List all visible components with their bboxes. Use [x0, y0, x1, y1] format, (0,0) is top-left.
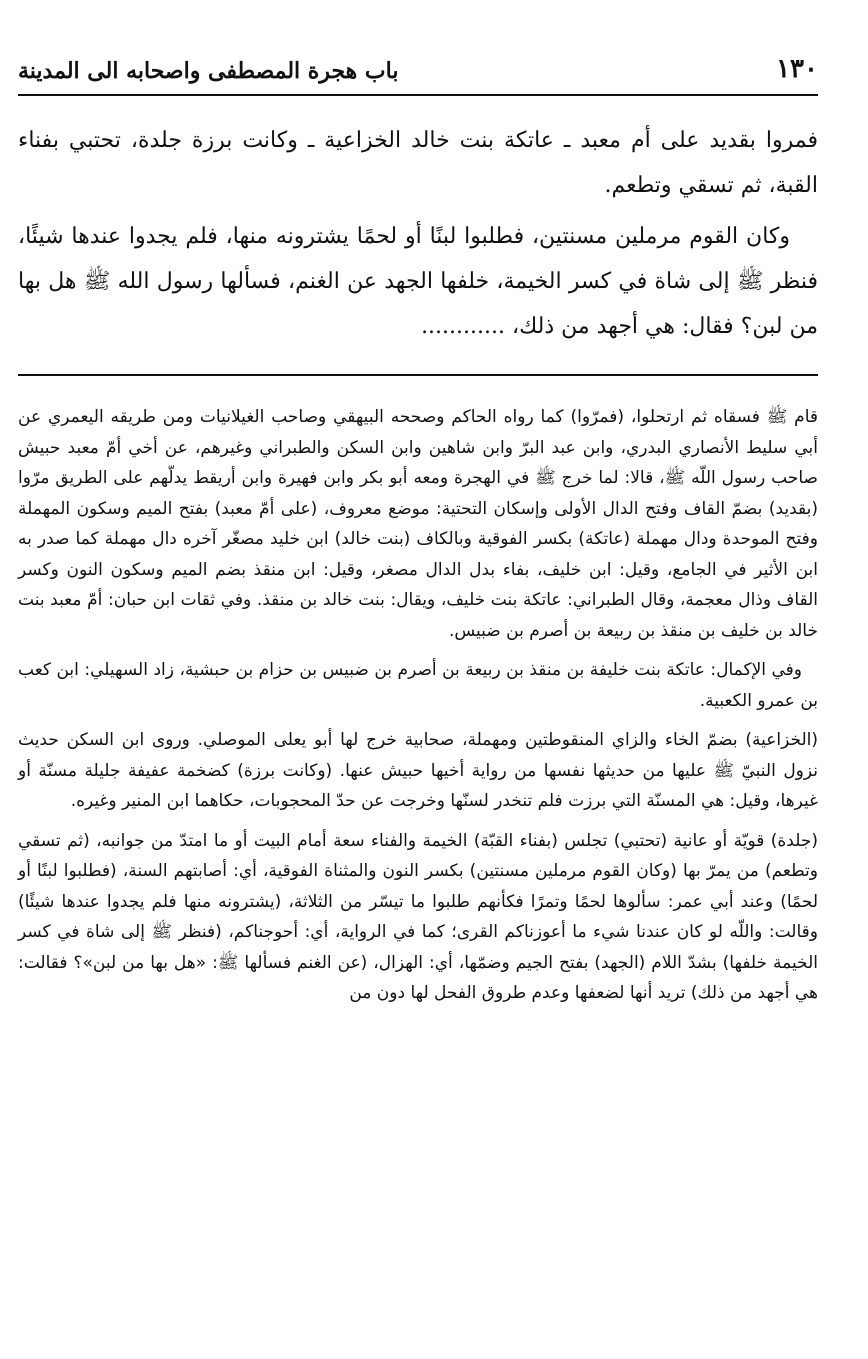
page-number: ١٣٠: [776, 54, 818, 84]
commentary-paragraph: قام ﷺ فسقاه ثم ارتحلوا، (فمرّوا) كما رواه الحاكم وصححه البيهقي وصاحب الغيلانيات ومن طريقه اليعمري عن أبي سليط الأنصاري البدري، وابن عبد البرّ وابن شاهين وابن السكن والطبراني وغيرهم، عن أخي أمّ معبد حبيش صاحب رسول اللّه ﷺ، قالا: لما خرج ﷺ في الهجرة ومعه أبو بكر وابن فهيرة وابن أريقط يدلّهم على الطريق مرّوا (بقديد) بضمّ القاف وفتح الدال الأولى وإسكان التحتية: موضع معروف، (على أمّ معبد) بفتح الميم وسكون المهملة وفتح الموحدة ودال مهملة (عاتكة) بكسر الفوقية وبالكاف (بنت خالد) ابن خليد مصغّر آخره دال مهملة كما صدر به ابن الأثير في الجامع، وقيل: ابن خليف، بفاء بدل الدال مصغر، وقيل: ابن منقذ بضم الميم وسكون النون وكسر القاف وذال معجمة، وقال الطبراني: عاتكة بنت خليف، ويقال: بنت خالد بن منقذ. وفي ثقات ابن حبان: أمّ معبد بنت خالد بن خليف بن منقذ بن ربيعة بن أصرم بن ضبيس.: [18, 407, 818, 641]
commentary-paragraph: وفي الإكمال: عاتكة بنت خليفة بن منقذ بن ربيعة بن أصرم بن ضبيس بن حزام بن حبشية، زاد السهيلي: ابن كعب بن عمرو الكعبية.: [18, 660, 818, 711]
main-text: [18, 118, 818, 355]
book-page: [18, 0, 818, 1359]
chapter-title: باب هجرة المصطفى واصحابه الى المدينة: [18, 58, 399, 84]
commentary-paragraph: (جلدة) قويّة أو عانية (تحتبي) تجلس (بفناء القبّة) الخيمة والفناء سعة أمام البيت أو ما امتدّ من جوانبه، (ثم تسقي وتطعم) من يمرّ بها (وكان القوم مرملين مسنتين) بكسر النون والمثناة الفوقية، أي: أصابتهم السنة، (فطلبوا لبنًا أو لحمًا) وعند أبي عمر: سألوها لحمًا وتمرًا فكأنهم طلبوا ما تيسّر من الثلاثة، (يشترونه منها فلم يجدوا عندها شيئًا) وقالت: واللّه لو كان عندنا شيء ما أعوزناكم القرى؛ كما في الرواية، أي: أحوجناكم، (فنظر ﷺ إلى شاة في كسر الخيمة خلفها) بشدّ اللام (الجهد) بفتح الجيم وضمّها، أي: الهزال، (عن الغنم فسألها ﷺ: «هل بها من لبن»؟ فقالت: هي أجهد من ذلك) تريد أنها لضعفها وعدم طروق الفحل لها دون من: [18, 830, 818, 1003]
main-paragraph: فمروا بقديد على أم معبد ـ عاتكة بنت خالد الخزاعية ـ وكانت برزة جلدة، تحتبي بفناء القبة، ثم تسقي وتطعم.: [18, 128, 818, 198]
header-divider: [18, 94, 818, 96]
commentary: [18, 402, 818, 1018]
main-paragraph: وكان القوم مرملين مسنتين، فطلبوا لبنًا أو لحمًا يشترونه منها، فلم يجدوا عندها شيئًا، فنظر ﷺ إلى شاة في كسر الخيمة، خلفها الجهد عن الغنم، فسألها رسول الله ﷺ هل بها من لبن؟ فقال: هي أجهد من ذلك، ............: [18, 224, 818, 339]
footnote-divider: [18, 374, 818, 376]
page-header: [18, 44, 818, 84]
commentary-paragraph: (الخزاعية) بضمّ الخاء والزاي المنقوطتين ومهملة، صحابية خرج لها أبو يعلى الموصلي. وروى ابن السكن حديث نزول النبيّ ﷺ عليها من حديثها نفسها من رواية أخيها حبيش عنها. (وكانت برزة) كضخمة عفيفة جليلة مسنّة أو غيرها، وقيل: هي المسنّة التي برزت فلم تنخدر لسنّها وخرجت عن حدّ المحجوبات، حكاهما ابن المنير وغيره.: [18, 730, 818, 811]
